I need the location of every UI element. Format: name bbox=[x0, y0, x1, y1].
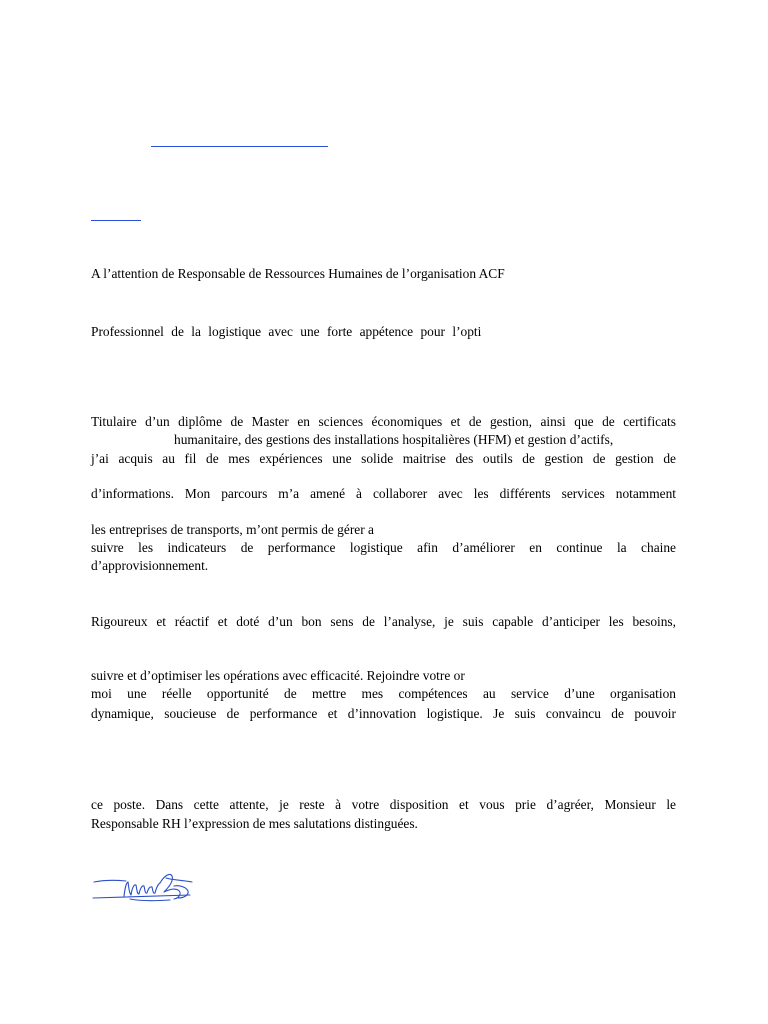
phone-link-underline[interactable] bbox=[91, 220, 141, 221]
headline: Professionnel de la logistique avec une forte appétence pour l’opti bbox=[91, 324, 482, 339]
paragraph1-line2: humanitaire, des gestions des installations hospitalières (HFM) et gestion d’actifs, bbox=[174, 432, 614, 447]
closing-line1: ce poste. Dans cette attente, je reste à votre disposition et vous prie d’agréer, Monsieur le bbox=[91, 797, 676, 812]
paragraph1-line4: d’informations. Mon parcours m’a amené à collaborer avec les différents services notamment bbox=[91, 486, 676, 501]
paragraph1-line6: suivre les indicateurs de performance logistique afin d’améliorer en continue la chaine bbox=[91, 540, 676, 555]
handwritten-signature bbox=[90, 868, 200, 908]
paragraph1-line7: d’approvisionnement. bbox=[91, 558, 209, 573]
closing-line2: Responsable RH l’expression de mes salutations distinguées. bbox=[91, 816, 418, 831]
recipient-line: A l’attention de Responsable de Ressources Humaines de l’organisation ACF bbox=[91, 266, 505, 281]
paragraph1-line3: j’ai acquis au fil de mes expériences une solide maitrise des outils de gestion de gestion de bbox=[91, 451, 676, 466]
email-link-underline[interactable] bbox=[151, 146, 328, 147]
paragraph1-line5: les entreprises de transports, m’ont permis de gérer a bbox=[91, 522, 374, 537]
paragraph2-line2: suivre et d’optimiser les opérations avec efficacité. Rejoindre votre or bbox=[91, 668, 465, 683]
paragraph2-line1: Rigoureux et réactif et doté d’un bon sens de l’analyse, je suis capable d’anticiper les besoins, bbox=[91, 614, 676, 629]
paragraph2-line3: moi une réelle opportunité de mettre mes compétences au service d’une organisation bbox=[91, 686, 676, 701]
paragraph2-line4: dynamique, soucieuse de performance et d’innovation logistique. Je suis convaincu de pouvoir bbox=[91, 706, 676, 721]
paragraph1-line1: Titulaire d’un diplôme de Master en sciences économiques et de gestion, ainsi que de certificats bbox=[91, 414, 676, 429]
